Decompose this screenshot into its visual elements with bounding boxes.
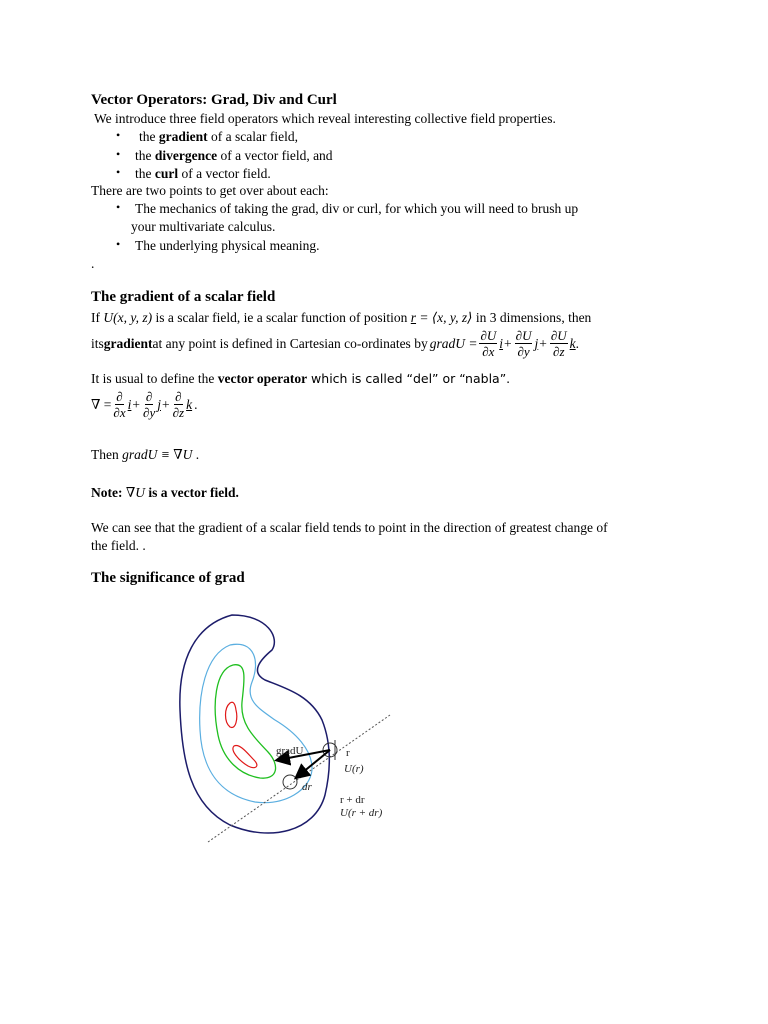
bullet-icon: • — [116, 200, 121, 214]
label-Ur: U(r) — [344, 763, 364, 775]
bullet-icon: • — [116, 128, 121, 142]
then-line: Then gradU ≡ ∇U . — [91, 447, 200, 462]
fraction: $\frac{\partial U}{\partial y}$ — [515, 328, 532, 359]
list-item: the curl of a vector field. — [135, 166, 271, 181]
inner-contour — [215, 665, 275, 778]
bullet-icon: • — [116, 147, 121, 161]
section-heading: The significance of grad — [91, 570, 245, 586]
label-dr: dr — [302, 781, 312, 793]
point-rdr-circle — [283, 775, 297, 789]
label-rdr: r + dr — [340, 794, 365, 806]
intro-text: We introduce three field operators which reveal interesting collective field properties. — [94, 111, 556, 126]
list-item: the gradient of a scalar field, — [139, 129, 298, 144]
nabla-definition: ∇ = $\frac{\partial}{\partial x}$ i + $\frac{\partial}{\partial y}$ j + $\frac{\partial}{\partial z}$ k . — [91, 389, 198, 420]
list-item: The mechanics of taking the grad, div or curl, for which you will need to brush up — [135, 201, 579, 216]
core-contour — [226, 702, 237, 727]
fraction: $\frac{\partial U}{\partial x}$ — [480, 328, 497, 359]
list-item-continuation: your multivariate calculus. — [131, 219, 276, 234]
label-grad: gradU — [276, 745, 304, 757]
paragraph-direction-cont: the field. . — [91, 538, 146, 553]
fraction: $\frac{\partial U}{\partial z}$ — [550, 328, 567, 359]
core-contour — [233, 745, 257, 767]
gradient-contour-figure — [160, 610, 410, 845]
fraction: $\frac{\partial}{\partial y}$ — [143, 389, 156, 420]
note-line: Note: ∇U is a vector field. — [91, 485, 239, 500]
list-item: The underlying physical meaning. — [135, 238, 320, 253]
paragraph-if: If U(x, y, z) is a scalar field, ie a scalar function of position r = ⟨x, y, z⟩ in 3 dimensions, then — [91, 310, 592, 325]
paragraph-direction: We can see that the gradient of a scalar field tends to point in the direction of greatest change of — [91, 520, 608, 535]
dotted-direction-line — [208, 715, 390, 842]
paragraph-del: It is usual to define the vector operator which is called “del” or “nabla”. — [91, 371, 511, 386]
stray-dot: . — [91, 256, 95, 271]
label-Urdr: U(r + dr) — [340, 807, 383, 819]
gradient-definition: its gradient at any point is defined in Cartesian co-ordinates by gradU = $\frac{\partial U}{\partial x}$ i + $\frac{\partial U}{\partial y}$ j + $\frac{\partial U}{\partial z}$ k . — [91, 328, 580, 359]
bullet-icon: • — [116, 165, 121, 179]
outer-contour — [180, 615, 329, 833]
fraction: $\frac{\partial}{\partial z}$ — [172, 389, 185, 420]
bullet-icon: • — [116, 237, 121, 251]
equation-lhs: gradU = — [429, 336, 478, 351]
document-title: Vector Operators: Grad, Div and Curl — [91, 92, 337, 108]
list-item: the divergence of a vector field, and — [135, 148, 333, 163]
section-heading: The gradient of a scalar field — [91, 289, 276, 305]
points-intro: There are two points to get over about each: — [91, 183, 329, 198]
fraction: $\frac{\partial}{\partial x}$ — [113, 389, 126, 420]
label-r: r — [346, 747, 350, 759]
